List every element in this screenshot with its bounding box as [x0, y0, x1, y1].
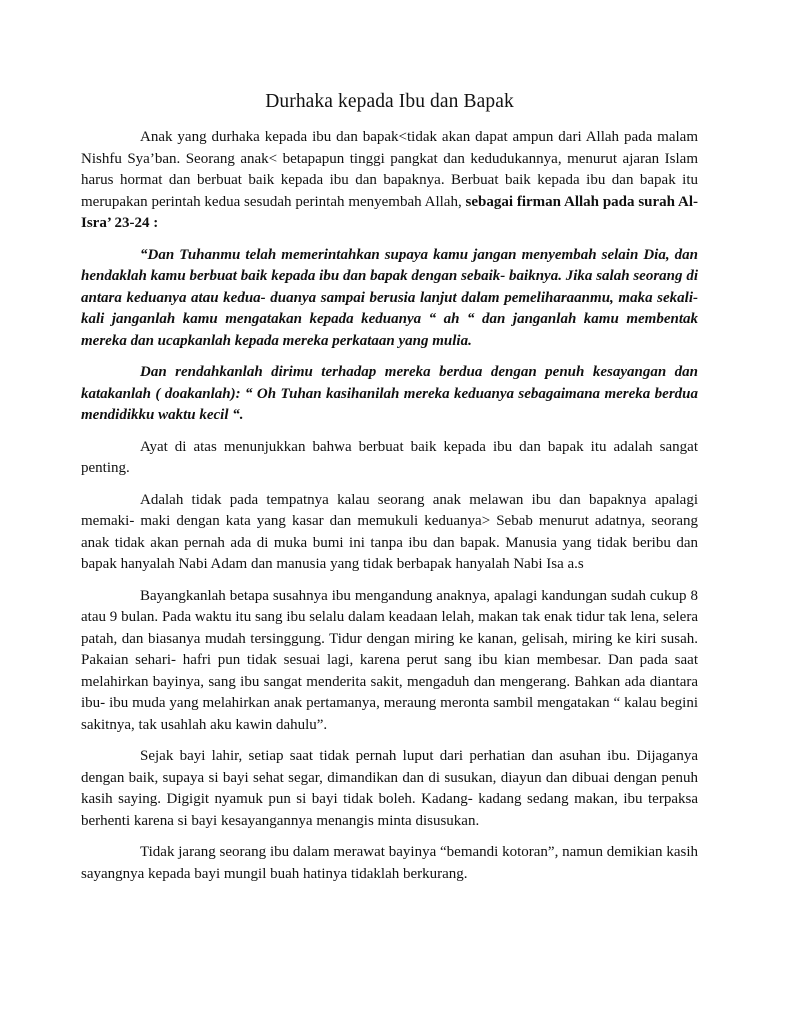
paragraph-intro [81, 127, 698, 235]
paragraph-intro-text: Anak yang durhaka kepada ibu dan bapak<tidak akan dapat ampun dari Allah pada malam Nishfu Sya’ban. Seorang anak< betapapun tinggi pangkat dan kedudukannya, menurut ajaran Islam harus hormat dan berbuat baik kepada ibu dan bapaknya. Berbuat baik kepada ibu dan bapak itu merupakan perintah kedua sesudah perintah menyembah Allah, [81, 129, 698, 210]
paragraph-respect: Adalah tidak pada tempatnya kalau seorang anak melawan ibu dan bapaknya apalagi memaki- maki dengan kata yang kasar dan memukuli keduanya> Sebab menurut adatnya, seorang anak tidak akan pernah ada di muka bumi ini tanpa ibu dan bapak. Manusia yang tidak beribu dan bapak hanyalah Nabi Adam dan manusia yang tidak berbapak hanyalah Nabi Isa a.s [81, 491, 698, 572]
quote-verse-24: Dan rendahkanlah dirimu terhadap mereka berdua dengan penuh kesayangan dan katakanlah ( doakanlah): “ Oh Tuhan kasihanilah mereka keduanya sebagaimana mereka berdua mendidikku waktu kecil “. [81, 364, 698, 423]
page-title: Durhaka kepada Ibu dan Bapak [265, 91, 514, 112]
paragraph-pregnancy: Bayangkanlah betapa susahnya ibu mengandung anaknya, apalagi kandungan sudah cukup 8 atau 9 bulan. Pada waktu itu sang ibu selalu dalam keadaan lelah, makan tak enak tidur tak lena, selera patah, dan biasanya mudah tersinggung. Tidur dengan miring ke kanan, gelisah, miring ke kiri susah. Pakaian sehari- hafri pun tidak sesuai lagi, karena perut sang ibu kian membesar. Dan pada saat melahirkan bayinya, sang ibu sangat menderita sakit, mengaduh dan mengerang. Bahkan ada diantara ibu- ibu muda yang melahirkan anak pertamanya, meraung meronta sambil mengatakan “ kalau begini sakitnya, tak usahlah aku kawin dahulu”. [81, 587, 698, 733]
paragraph-love: Tidak jarang seorang ibu dalam merawat bayinya “bemandi kotoran”, namun demikian kasih sayangnya kepada bayi mungil buah hatinya tidaklah berkurang. [81, 844, 698, 882]
document-body [81, 88, 698, 895]
quote-verse-23: “Dan Tuhanmu telah memerintahkan supaya kamu jangan menyembah selain Dia, dan hendaklah kamu berbuat baik kepada ibu dan bapak dengan sebaik- baiknya. Jika salah seorang di antara keduanya atau kedua- duanya sampai berusia lanjut dalam pemeliharaanmu, maka sekali- kali janganlah kamu mengatakan kepada keduanya “ ah “ dan janganlah kamu membentak mereka dan ucapkanlah kepada mereka perkataan yang mulia. [81, 246, 698, 349]
paragraph-importance: Ayat di atas menunjukkan bahwa berbuat baik kepada ibu dan bapak itu adalah sangat penting. [81, 438, 698, 476]
paragraph-infant-care: Sejak bayi lahir, setiap saat tidak pernah luput dari perhatian dan asuhan ibu. Dijaganya dengan baik, supaya si bayi sehat segar, dimandikan dan di susukan, diayun dan dibuai dengan penuh kasih saying. Digigit nyamuk pun si bayi tidak boleh. Kadang- kadang sedang makan, ibu terpaksa berhenti karena si bayi kesayangannya menangis minta disusukan. [81, 748, 698, 829]
quran-reference: sebagai firman Allah pada surah Al-Isra’ 23-24 : [81, 193, 698, 231]
